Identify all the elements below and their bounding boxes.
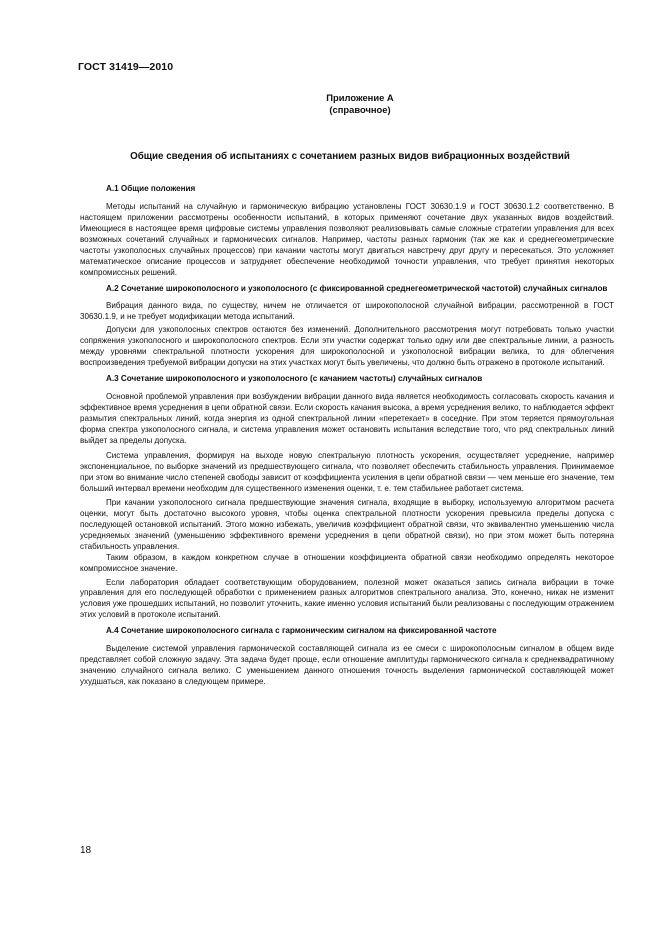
paragraph: Методы испытаний на случайную и гармоническую вибрацию установлены ГОСТ 30630.1.9 и ГОСТ 30630.1.2 соответственно. В настоящем приложении рассмотрены особенности испытаний, в которых применяют сочетание двух указанных видов воздействий. Имеющиеся в настоящее время цифровые системы управления позволяют реализовывать самые сложные стратегии управления для всех возможных сочетаний случайных и гармонических сигналов. Например, частоты разных гармоник (так же как и среднегеометрические частоты узкополосных случайных процессов) при качании частоты могут двигаться навстречу друг другу и пересекаться. Это усложняет математическое описание процессов и затрудняет обеспечение необходимой точности управления, что требует принятия некоторых компромиссных решений. [80, 201, 614, 277]
document-body [80, 184, 614, 688]
section-heading-a3: А.3 Сочетание широкополосного и узкополосного (с качанием частоты) случайных сигналов [106, 374, 483, 384]
paragraph: Выделение системой управления гармонической составляющей сигнала из ее смеси с широкополосным сигналом в общем виде представляет собой сложную задачу. Эта задача будет проще, если отношение амплитуды гармонического сигнала к среднеквадратичному значению случайного сигнала велико. С уменьшением данного отношения точность выделения гармонической составляющей может ухудшаться, как показано в следующем примере. [80, 644, 614, 687]
paragraph: Таким образом, в каждом конкретном случае в отношении коэффициента обратной связи необходимо определять некоторое компромиссное значение. [80, 552, 614, 573]
section-heading-a4: А.4 Сочетание широкополосного сигнала с гармоническим сигналом на фиксированной частоте [106, 626, 497, 636]
page-number: 18 [80, 845, 92, 856]
paragraph: При качании узкополосного сигнала предшествующие значения сигнала, входящие в выборку, используемую алгоритмом расчета оценки, могут быть достаточно высокого уровня, чтобы оценка спектральной плотности ускорения превысила пределы допуска с последующей остановкой испытаний. Этого можно избежать, увеличив коэффициент обратной связи, что эквивалентно уменьшению числа усредняемых значений (уменьшению эффективного времени усреднения в цепи обратной связи), но при этом может быть потеряна стабильность управления. [80, 497, 614, 551]
paragraph: Если лаборатория обладает соответствующим оборудованием, полезной может оказаться запись сигнала вибрации в точке управления для его последующей обработки с применением разных алгоритмов спектрального анализа. Это, конечно, никак не изменит условия уже прошедших испытаний, но позволит уточнить, какие именно условия испытаний были реализованы с последующим отражением этих условий в протоколе испытаний. [80, 577, 614, 620]
main-title: Общие сведения об испытаниях с сочетанием разных видов вибрационных воздействий [130, 151, 570, 162]
paragraph: Основной проблемой управления при возбуждении вибрации данного вида является необходимость согласовать скорость качания и эффективное время усреднения в цепи обратной связи. Если скорость качания высока, а время усреднения велико, то наблюдается эффект размытия спектральных линий, когда энергия из одной спектральной линии «перетекает» в соседние. При этом теряется прямоугольная форма спектра узкополосного сигнала, и система управления может остановить испытания вследствие того, что ряд спектральных линий выйдет за пределы допуска. [80, 392, 614, 446]
section-heading-a1: А.1 Общие положения [106, 184, 196, 193]
appendix-title: Приложение А [326, 92, 394, 103]
appendix-subtitle: (справочное) [329, 104, 391, 115]
appendix-heading [230, 92, 490, 116]
paragraph: Система управления, формируя на выходе новую спектральную плотность ускорения, осуществляет усреднение, например экспоненциальное, по выборке значений из предшествующего сигнала, что позволяет обеспечить стабильность управления. Принимаемое при этом во внимание число степеней свободы зависит от коэффициента усиления в цепи обратной связи — чем меньше его значение, тем больший интервал времени необходим для существенного изменения оценки, т. е. тем стабильнее работает система. [80, 451, 614, 493]
standard-header: ГОСТ 31419—2010 [78, 61, 174, 73]
paragraph: Допуски для узкополосных спектров остаются без изменений. Дополнительного рассмотрения могут потребовать только участки сопряжения узкополосного и широкополосного спектров. Если эти участки содержат только одну или две спектральные линии, а разность между уровнями спектральной плотности ускорения для широкополосной и узкополосной вибрации велика, то для облегчения воспроизведения требуемой вибрации допуски на этих участках могут быть увеличены, что должно быть отражено в протоколе испытаний. [80, 325, 614, 368]
paragraph: Вибрация данного вида, по существу, ничем не отличается от широкополосной случайной вибрации, рассмотренной в ГОСТ 30630.1.9, и не требует модификации метода испытаний. [80, 300, 614, 321]
section-heading-a2: А.2 Сочетание широкополосного и узкополосного (с фиксированной среднегеометрической частотой) случайных сигналов [106, 283, 608, 293]
